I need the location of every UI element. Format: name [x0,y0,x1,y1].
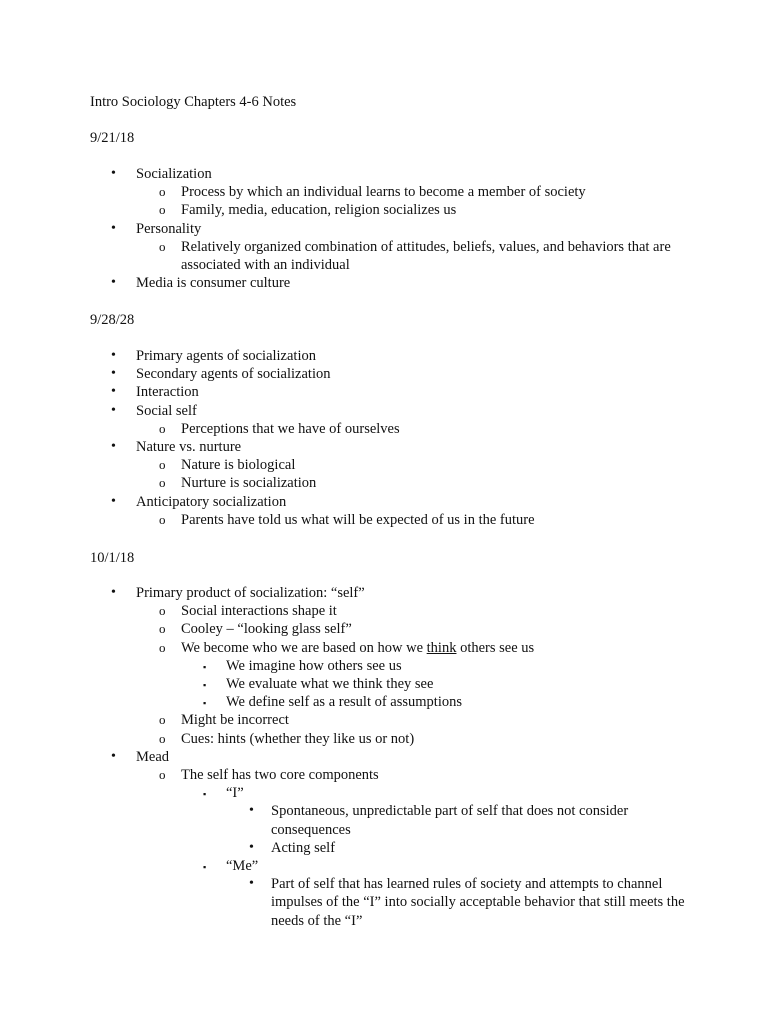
list-item-text: Family, media, education, religion socializes us [181,202,457,219]
bullet-marker: o [159,202,166,218]
list-item-text: We evaluate what we think they see [226,676,434,693]
list-item-text: Primary agents of socialization [136,348,316,364]
list-item-text: Nature vs. nurture [136,439,242,456]
underlined-text: think [426,639,457,656]
list-item [0,839,768,857]
bullet-marker: o [159,475,166,491]
bullet-marker: • [111,493,116,509]
list-item [0,493,768,511]
list-item-text: Cues: hints (whether they like us or not) [181,730,415,747]
bullet-marker: ▪ [203,680,207,691]
list-item [0,383,768,401]
bullet-marker: • [111,748,116,764]
list-item-text [181,639,676,657]
list-item [0,857,768,875]
list-item [0,347,768,365]
list-item-text: Media is consumer culture [136,275,291,292]
list-item [0,201,768,219]
notes-list [0,584,768,930]
list-item-text: Perceptions that we have of ourselves [181,420,400,437]
list-item-text: We imagine how others see us [226,657,402,674]
bullet-marker: o [159,639,166,655]
list-item [0,511,768,529]
list-item-text: Spontaneous, unpredictable part of self that does not consider consequences [271,803,629,838]
list-item-text: Primary product of socialization: “self” [136,585,365,601]
list-item-text: The self has two core components [181,767,379,784]
bullet-marker: • [111,402,116,418]
list-item [0,165,768,183]
list-item-text: Social self [136,402,197,419]
list-item [0,365,768,383]
list-item [0,220,768,238]
list-item [0,602,768,620]
list-item [0,420,768,438]
bullet-marker: o [159,621,166,637]
bullet-marker: • [249,876,254,892]
list-item-text: Acting self [271,839,336,856]
bullet-marker: • [111,384,116,400]
list-item [0,474,768,492]
section-date: 10/1/18 [90,550,135,566]
list-item [0,693,768,711]
list-item [0,456,768,474]
bullet-marker: • [111,348,116,363]
bullet-marker: ▪ [203,698,207,709]
bullet-marker: o [159,511,166,527]
list-item-text: Anticipatory socialization [136,493,287,510]
list-item-text: Might be incorrect [181,712,289,729]
bullet-marker: o [159,238,166,254]
list-item [0,802,768,838]
list-item [0,675,768,693]
list-item [0,748,768,766]
list-item [0,711,768,729]
text-segment: others see us [456,639,535,656]
list-item-text: Nurture is socialization [181,475,317,492]
bullet-marker: ▪ [203,661,207,672]
bullet-marker: • [111,585,116,600]
bullet-marker: o [159,420,166,436]
list-item-text: Social interactions shape it [181,603,337,620]
list-item-text: Process by which an individual learns to become a member of society [181,184,586,201]
section-date: 9/21/18 [90,130,135,146]
list-item-text: Cooley – “looking glass self” [181,621,352,638]
text-segment: We become who we are based on how we [181,639,427,656]
notes-list [0,347,768,529]
list-item [0,639,768,657]
list-item [0,402,768,420]
list-item-text: Mead [136,748,170,765]
notes-list [0,165,768,292]
list-item-text: Nature is biological [181,457,296,474]
bullet-marker: o [159,184,166,200]
bullet-marker: • [111,275,116,291]
list-item-text: Interaction [136,384,199,401]
bullet-marker: ▪ [203,862,207,873]
bullet-marker: o [159,730,166,746]
bullet-marker: • [111,366,116,382]
document-title: Intro Sociology Chapters 4-6 Notes [90,94,297,110]
list-item-text: Secondary agents of socialization [136,366,331,383]
bullet-marker: ▪ [203,789,207,800]
bullet-marker: • [111,220,116,236]
list-item-text: Relatively organized combination of attitudes, beliefs, values, and behaviors that are associated with an individual [181,238,671,274]
section-date: 9/28/28 [90,312,135,328]
list-item [0,183,768,201]
list-item [0,438,768,456]
list-item [0,584,768,602]
bullet-marker: o [159,767,166,783]
list-item [0,620,768,638]
list-item-text: Socialization [136,166,212,182]
list-item [0,766,768,784]
list-item [0,875,768,930]
list-item [0,730,768,748]
bullet-marker: o [159,712,166,728]
list-item [0,274,768,292]
bullet-marker: • [249,803,254,819]
list-item [0,238,768,274]
bullet-marker: • [111,439,116,455]
bullet-marker: o [159,457,166,473]
list-item-text: Parents have told us what will be expected of us in the future [181,511,535,528]
bullet-marker: • [111,166,116,181]
list-item-text: “Me” [226,858,259,875]
list-item [0,657,768,675]
bullet-marker: o [159,603,166,619]
bullet-marker: • [249,839,254,855]
list-item-text: Personality [136,220,202,237]
list-item-text: Part of self that has learned rules of society and attempts to channel impulses of the “I” into socially acceptable behavior that still meets the needs of the “I” [271,876,685,929]
list-item-text: We define self as a result of assumptions [226,694,463,711]
list-item-text: “I” [226,785,244,802]
list-item [0,784,768,802]
